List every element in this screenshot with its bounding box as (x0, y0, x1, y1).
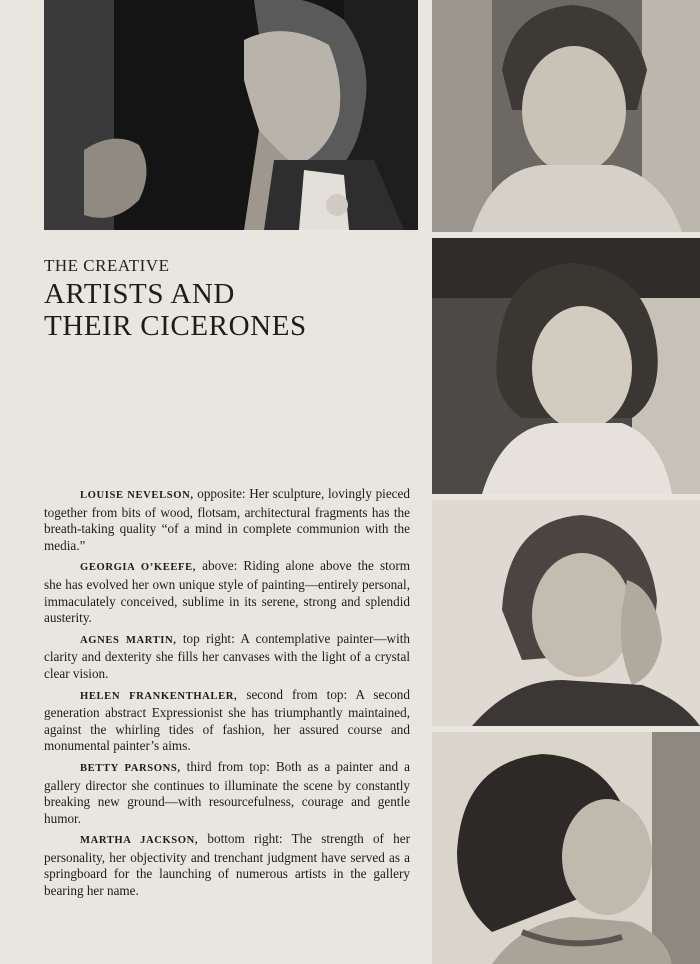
caption-paragraph (44, 831, 410, 899)
caption-paragraph (44, 486, 410, 554)
caption-name: GEORGIA O’KEEFE, (80, 562, 197, 574)
caption-name: LOUISE NEVELSON, (80, 490, 194, 501)
caption-paragraph (44, 631, 410, 683)
caption-text: opposite: Her sculpture, lovingly pieced together from bits of wood, flotsam, architectural fragments has the breath-taking quality “of a mind in complete communion with the media.” (44, 486, 410, 553)
caption-text: top right: A contemplative painter—with clarity and dexterity she fills her canvases with the light of a crystal clear vision. (44, 630, 410, 681)
caption-paragraph (44, 558, 410, 626)
caption-column (44, 486, 410, 904)
caption-text: above: Riding alone above the storm she has evolved her own unique style of painting—entirely personal, immaculately conceived, sublime in its serene, strong and splendid austerity. (44, 558, 410, 626)
caption-paragraph (44, 687, 410, 755)
caption-text: third from top: Both as a painter and a gallery director she continues to illuminate the scene by constantly breaking new ground—with resourcefulness, courage and gentle humor. (44, 758, 410, 826)
headline-title-line-1: ARTISTS AND (44, 278, 235, 310)
headline-title (44, 278, 404, 342)
caption-name: MARTHA JACKSON, (80, 835, 199, 847)
headline-block (44, 256, 404, 342)
caption-paragraph (44, 759, 410, 827)
photo-georgia-okeeffe (44, 0, 418, 230)
photo-martha-jackson (432, 732, 700, 964)
caption-name: AGNES MARTIN, (80, 634, 177, 646)
headline-kicker: THE CREATIVE (44, 256, 170, 275)
caption-text: second from top: A second generation abstract Expressionist she has triumphantly maintained, against the whirling tides of fashion, her assured course and monumental painter’s aims. (44, 686, 410, 754)
caption-name: HELEN FRANKENTHALER, (80, 690, 238, 702)
photo-betty-parsons (432, 500, 700, 726)
photo-agnes-martin (432, 0, 700, 232)
caption-text: bottom right: The strength of her personality, her objectivity and trenchant judgment have served as a springboard for the launching of numerous artists in the gallery bearing her name. (44, 831, 411, 899)
caption-name: BETTY PARSONS, (80, 762, 181, 774)
photo-helen-frankenthaler (432, 238, 700, 494)
headline-title-line-2: THEIR CICERONES (44, 310, 307, 342)
